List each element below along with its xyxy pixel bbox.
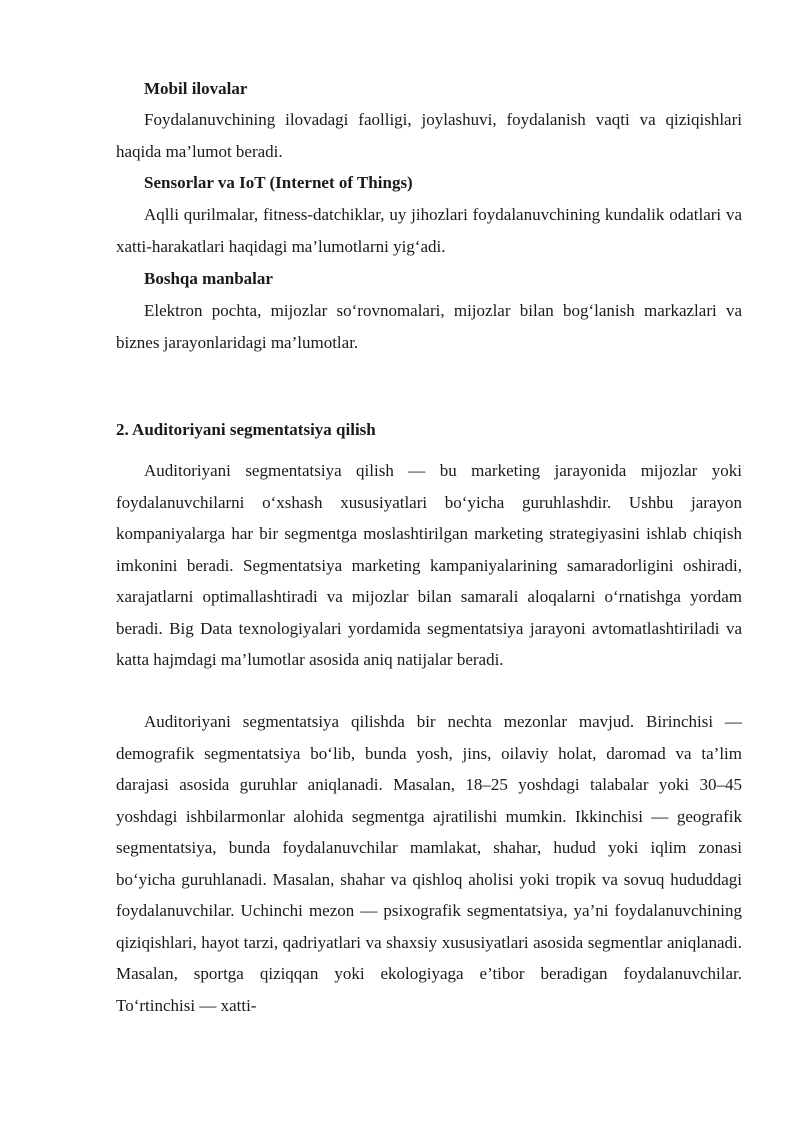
source-heading-mobile-apps: Mobil ilovalar <box>144 79 248 98</box>
source-text-mobile-apps: Foydalanuvchining ilovadagi faolligi, joylashuvi, foydalanish vaqti va qiziqishlari haqida ma’lumot beradi. <box>116 110 742 161</box>
section-paragraph-1: Auditoriyani segmentatsiya qilish — bu marketing jarayonida mijozlar yoki foydalanuvchilarni o‘xshash xususiyatlari bo‘yicha guruhlashdir. Ushbu jarayon kompaniyalarga har bir segmentga moslashtirilgan marketing strategiyasini ishlab chiqish imkonini beradi. Segmentatsiya marketing kampaniyalarining samaradorligini oshiradi, xarajatlarni optimallashtiradi va mijozlar bilan samarali aloqalarni o‘rnatishga yordam beradi. Big Data texnologiyalari yordamida segmentatsiya jarayoni avtomatlashtiriladi va katta hajmdagi ma’lumotlar asosida aniq natijalar beradi. <box>116 461 742 669</box>
section-title: 2. Auditoriyani segmentatsiya qilish <box>116 420 376 439</box>
source-heading-sensors-iot: Sensorlar va IoT (Internet of Things) <box>144 173 413 192</box>
source-text-other-sources: Elektron pochta, mijozlar so‘rovnomalari, mijozlar bilan bog‘lanish markazlari va biznes jarayonlaridagi ma’lumotlar. <box>116 301 742 352</box>
source-text-sensors-iot: Aqlli qurilmalar, fitness-datchiklar, uy jihozlari foydalanuvchining kundalik odatlari va xatti-harakatlari haqidagi ma’lumotlarni yig‘adi. <box>116 205 742 256</box>
section-paragraph-2: Auditoriyani segmentatsiya qilishda bir nechta mezonlar mavjud. Birinchisi — demografik segmentatsiya bo‘lib, bunda yosh, jins, oilaviy holat, daromad va ta’lim darajasi asosida guruhlar aniqlanadi. Masalan, 18–25 yoshdagi talabalar yoki 30–45 yoshdagi ishbilarmonlar alohida segmentga ajratilishi mumkin. Ikkinchisi — geografik segmentatsiya, bunda foydalanuvchilar mamlakat, shahar, hudud yoki iqlim zonasi bo‘yicha guruhlanadi. Masalan, shahar va qishloq aholisi yoki tropik va sovuq hududdagi foydalanuvchilar. Uchinchi mezon — psixografik segmentatsiya, ya’ni foydalanuvchining qiziqishlari, hayot tarzi, qadriyatlari va shaxsiy xususiyatlari asosida segmentlar aniqlanadi. Masalan, sportga qiziqqan yoki ekologiyaga e’tibor beradigan foydalanuvchilar. To‘rtinchisi — xatti- <box>116 712 742 1015</box>
source-heading-other-sources: Boshqa manbalar <box>144 269 273 288</box>
